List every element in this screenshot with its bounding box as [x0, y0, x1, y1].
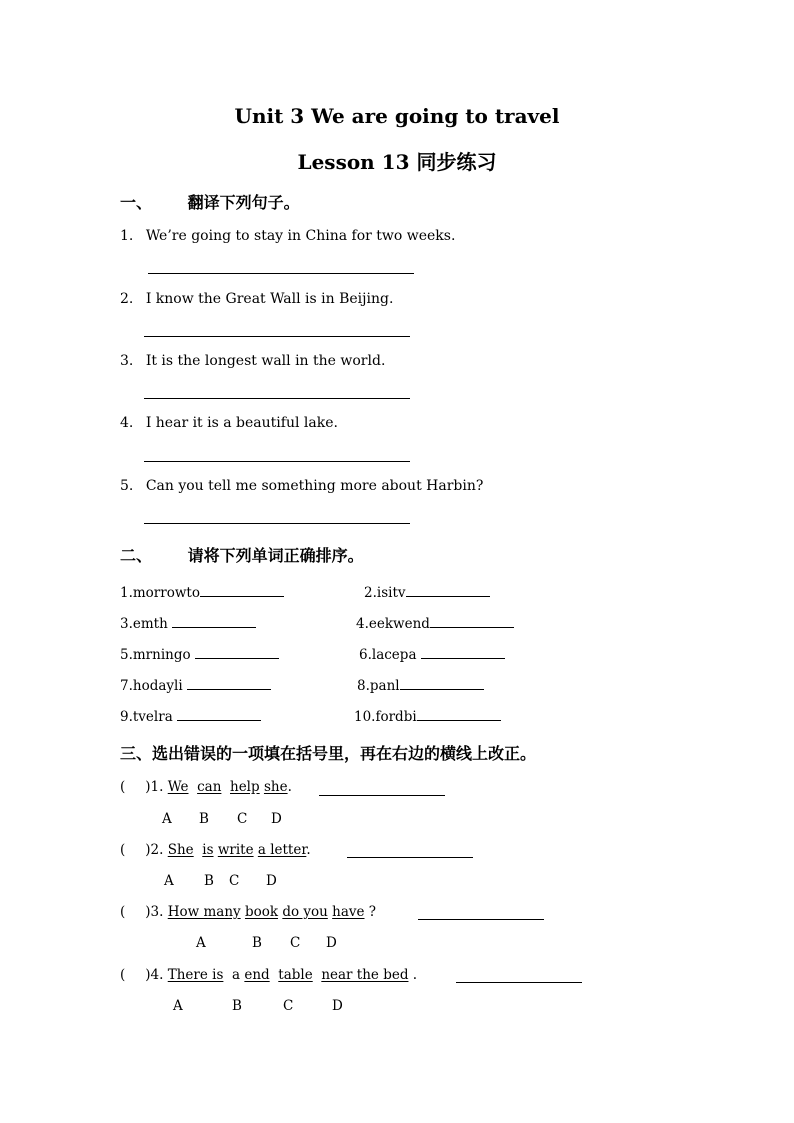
- word-answer-blank[interactable]: [187, 675, 271, 690]
- option-b: book: [244, 904, 279, 920]
- scrambled-word-1: 1.morrowto: [120, 582, 284, 601]
- scrambled-word-10: 10.fordbi: [354, 706, 501, 725]
- section2-heading: [120, 543, 364, 566]
- scrambled-word-9: 9.tvelra: [120, 706, 261, 725]
- answer-line-1[interactable]: [148, 273, 414, 274]
- section2-title: 请将下列单词正确排序。: [187, 546, 364, 565]
- option-b: end: [244, 967, 270, 983]
- option-a: How many: [167, 904, 241, 920]
- option-a: There is: [167, 967, 224, 983]
- correction-line-2[interactable]: [347, 857, 473, 858]
- option-a: She: [167, 842, 194, 858]
- sentence-text: We’re going to stay in China for two weeks.: [145, 228, 456, 244]
- answer-line-5[interactable]: [144, 523, 410, 524]
- sentence-number: 4.: [120, 415, 134, 431]
- word-answer-blank[interactable]: [406, 582, 490, 597]
- section2-number: 二、: [120, 546, 153, 565]
- word-answer-blank[interactable]: [400, 675, 484, 690]
- question-number: )1.: [145, 779, 164, 795]
- correction-line-1[interactable]: [319, 795, 445, 796]
- sentence-text: Can you tell me something more about Harbin?: [145, 478, 484, 494]
- answer-paren[interactable]: (: [120, 779, 126, 795]
- option-d: a letter: [257, 842, 307, 858]
- word-answer-blank[interactable]: [177, 706, 261, 721]
- word-answer-blank[interactable]: [200, 582, 284, 597]
- sentence-number: 5.: [120, 478, 134, 494]
- word-answer-blank[interactable]: [421, 644, 505, 659]
- word-answer-blank[interactable]: [195, 644, 279, 659]
- sentence-number: 3.: [120, 353, 134, 369]
- question-number: )2.: [145, 842, 164, 858]
- sentence-item-2: [120, 291, 393, 307]
- option-a: We: [167, 779, 189, 795]
- answer-paren[interactable]: (: [120, 842, 126, 858]
- sentence-number: 2.: [120, 291, 134, 307]
- answer-line-3[interactable]: [144, 398, 410, 399]
- option-c: do you: [282, 904, 328, 920]
- sentence-item-1: [120, 228, 455, 244]
- correction-line-4[interactable]: [456, 982, 582, 983]
- question-number: )3.: [145, 904, 164, 920]
- error-question-3: ( )3. How many book do you have ?: [120, 904, 377, 920]
- word-answer-blank[interactable]: [430, 613, 514, 628]
- answer-paren[interactable]: (: [120, 904, 126, 920]
- scrambled-word-6: 6.lacepa: [359, 644, 505, 663]
- scrambled-word-2: 2.isitv: [364, 582, 490, 601]
- word-answer-blank[interactable]: [172, 613, 256, 628]
- section1-number: 一、: [120, 193, 153, 212]
- answer-line-2[interactable]: [144, 336, 410, 337]
- sentence-item-5: [120, 478, 483, 494]
- option-d: near the bed: [321, 967, 409, 983]
- sentence-text: I hear it is a beautiful lake.: [145, 415, 338, 431]
- sentence-item-3: [120, 353, 385, 369]
- lesson-subtitle: Lesson 13 同步练习: [297, 150, 497, 174]
- section1-title: 翻译下列句子。: [187, 193, 300, 212]
- sentence-text: It is the longest wall in the world.: [145, 353, 386, 369]
- option-c: write: [217, 842, 254, 858]
- correction-line-3[interactable]: [418, 919, 544, 920]
- scrambled-word-3: 3.emth: [120, 613, 256, 632]
- error-question-2: ( )2. She is write a letter.: [120, 842, 311, 858]
- scrambled-word-5: 5.mrningo: [120, 644, 279, 663]
- option-c: table: [278, 967, 313, 983]
- option-b: can: [197, 779, 222, 795]
- scrambled-word-7: 7.hodayli: [120, 675, 271, 694]
- section3-heading: 三、选出错误的一项填在括号里，再在右边的横线上改正。: [120, 744, 537, 763]
- option-d: she: [263, 779, 288, 795]
- scrambled-word-4: 4.eekwend: [356, 613, 514, 632]
- question-number: )4.: [145, 967, 164, 983]
- sentence-number: 1.: [120, 228, 134, 244]
- option-d: have: [332, 904, 365, 920]
- error-question-1: ( )1. We can help she.: [120, 779, 292, 795]
- page-title: Unit 3 We are going to travel: [234, 104, 560, 128]
- sentence-item-4: [120, 415, 338, 431]
- answer-paren[interactable]: (: [120, 967, 126, 983]
- section1-heading: [120, 190, 300, 213]
- word-answer-blank[interactable]: [417, 706, 501, 721]
- option-b: is: [202, 842, 214, 858]
- option-c: help: [230, 779, 260, 795]
- scrambled-word-8: 8.panl: [357, 675, 484, 694]
- answer-line-4[interactable]: [144, 461, 410, 462]
- sentence-text: I know the Great Wall is in Beijing.: [145, 291, 394, 307]
- error-question-4: ( )4. There is a end table near the bed .: [120, 967, 418, 983]
